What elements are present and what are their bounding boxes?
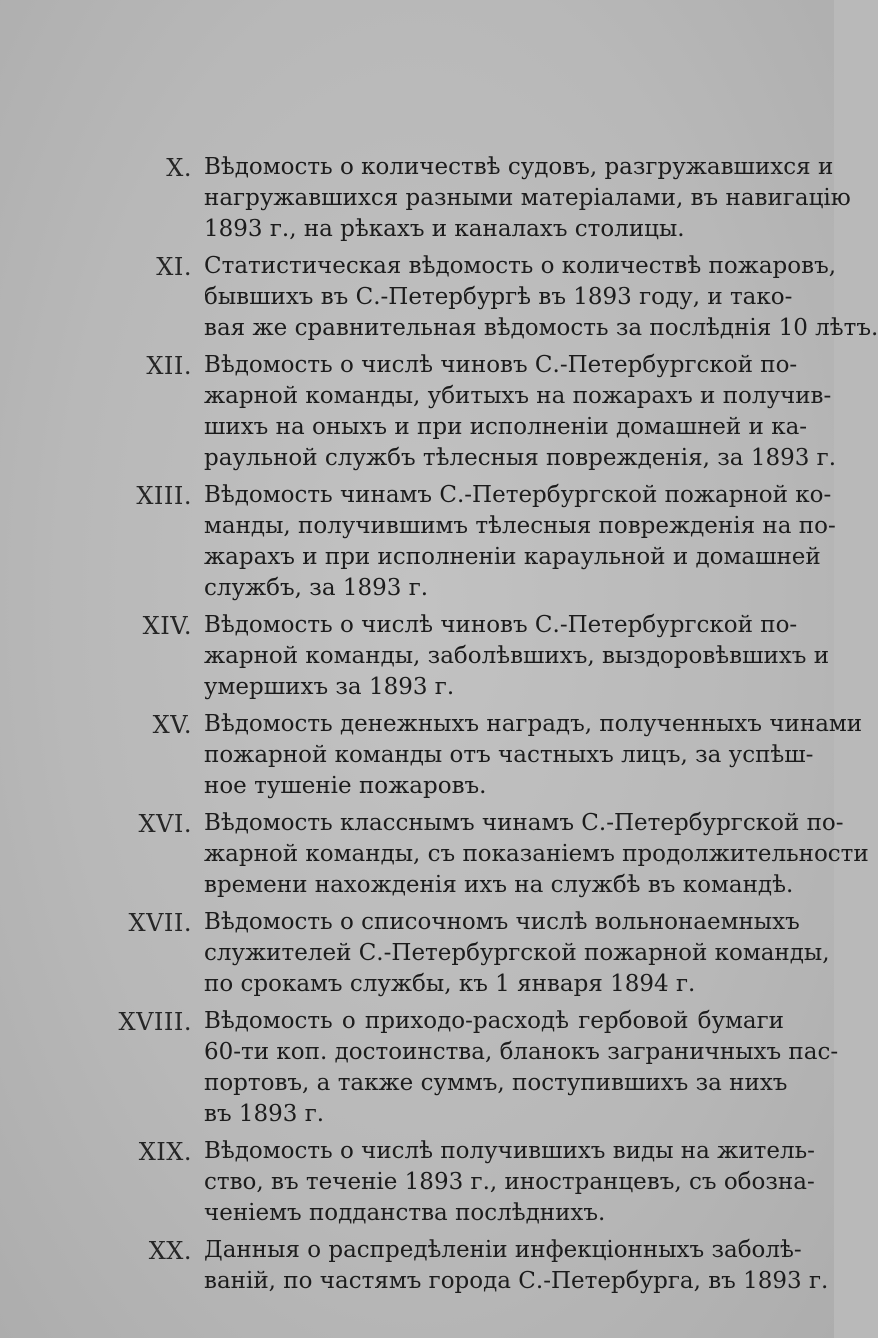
list-item bbox=[0, 251, 878, 344]
text-line: умершихъ за 1893 г. bbox=[204, 674, 455, 700]
entry-number: XV. bbox=[152, 711, 192, 739]
text-line: раульной службъ тѣлесныя поврежденія, за 1893 г. bbox=[204, 445, 837, 471]
entry-text bbox=[204, 709, 863, 802]
text-line: 60-ти коп. достоинства, бланокъ заграничныхъ пас- bbox=[204, 1039, 839, 1065]
text-line: по срокамъ службы, къ 1 января 1894 г. bbox=[204, 971, 696, 997]
list-item bbox=[0, 1006, 839, 1130]
text-line: времени нахожденія ихъ на службѣ въ командѣ. bbox=[204, 872, 794, 898]
text-line: Вѣдомость о приходо-расходѣ гербовой бумаги bbox=[204, 1008, 784, 1034]
text-line: Вѣдомость о числѣ чиновъ С.-Петербургской по- bbox=[204, 352, 798, 378]
text-line: жарной команды, убитыхъ на пожарахъ и получив- bbox=[204, 383, 832, 409]
entry-text bbox=[204, 152, 851, 245]
list-item bbox=[0, 709, 863, 802]
list-item bbox=[0, 1136, 834, 1229]
text-line: 1893 г., на рѣкахъ и каналахъ столицы. bbox=[204, 216, 685, 242]
entry-number: XVIII. bbox=[118, 1008, 192, 1036]
text-line: портовъ, а также суммъ, поступившихъ за нихъ bbox=[204, 1070, 788, 1096]
text-line: Вѣдомость о числѣ получившихъ виды на житель- bbox=[204, 1138, 815, 1164]
entry-text bbox=[204, 808, 869, 901]
text-line: ство, въ теченіе 1893 г., иностранцевъ, съ обозна- bbox=[204, 1169, 815, 1195]
entry-text bbox=[204, 350, 837, 474]
text-line: ченіемъ подданства послѣднихъ. bbox=[204, 1200, 606, 1226]
list-item bbox=[0, 1235, 834, 1297]
text-line: въ 1893 г. bbox=[204, 1101, 325, 1127]
list-item bbox=[0, 480, 834, 604]
entry-number: XVI. bbox=[138, 810, 192, 838]
text-line: служителей С.-Петербургской пожарной команды, bbox=[204, 940, 830, 966]
text-line: пожарной команды отъ частныхъ лицъ, за успѣш- bbox=[204, 742, 814, 768]
entry-text bbox=[204, 251, 878, 344]
text-line: жарахъ и при исполненіи караульной и домашней bbox=[204, 544, 821, 570]
text-line: Вѣдомость чинамъ С.-Петербургской пожарной ко- bbox=[204, 482, 832, 508]
entry-number: XI. bbox=[156, 253, 192, 281]
text-line: Вѣдомость о числѣ чиновъ С.-Петербургской по- bbox=[204, 612, 798, 638]
entry-number: XX. bbox=[148, 1237, 192, 1265]
text-line: Вѣдомость денежныхъ наградъ, полученныхъ чинами bbox=[204, 711, 863, 737]
text-line: бывшихъ въ С.-Петербургѣ въ 1893 году, и тако- bbox=[204, 284, 793, 310]
text-line: Статистическая вѣдомость о количествѣ пожаровъ, bbox=[204, 253, 837, 279]
text-line: Данныя о распредѣленіи инфекціонныхъ заболѣ- bbox=[204, 1237, 802, 1263]
entry-text bbox=[204, 1235, 829, 1297]
text-line: манды, получившимъ тѣлесныя поврежденія на по- bbox=[204, 513, 836, 539]
list-item bbox=[0, 152, 851, 245]
entry-number: XIII. bbox=[136, 482, 192, 510]
text-line: Вѣдомость класснымъ чинамъ С.-Петербургской по- bbox=[204, 810, 844, 836]
text-line: нагружавшихся разными матеріалами, въ навигацію bbox=[204, 185, 851, 211]
text-line: жарной команды, съ показаніемъ продолжительности bbox=[204, 841, 869, 867]
text-line: жарной команды, заболѣвшихъ, выздоровѣвшихъ и bbox=[204, 643, 830, 669]
entry-number: XIV. bbox=[142, 612, 192, 640]
entry-number: XVII. bbox=[128, 909, 192, 937]
text-line: Вѣдомость о списочномъ числѣ вольнонаемныхъ bbox=[204, 909, 800, 935]
text-line: шихъ на оныхъ и при исполненіи домашней и ка- bbox=[204, 414, 808, 440]
text-line: вая же сравнительная вѣдомость за послѣднія 10 лѣтъ. bbox=[204, 315, 878, 341]
list-item bbox=[0, 350, 837, 474]
entry-text bbox=[204, 610, 830, 703]
text-line: Вѣдомость о количествѣ судовъ, разгружавшихся и bbox=[204, 154, 834, 180]
entry-number: XIX. bbox=[138, 1138, 192, 1166]
entry-number: X. bbox=[166, 154, 192, 182]
list-item bbox=[0, 610, 834, 703]
entry-text bbox=[204, 907, 830, 1000]
text-line: ваній, по частямъ города С.-Петербурга, въ 1893 г. bbox=[204, 1268, 829, 1294]
entry-list bbox=[0, 152, 878, 1303]
list-item bbox=[0, 808, 869, 901]
list-item bbox=[0, 907, 834, 1000]
entry-text bbox=[204, 480, 836, 604]
text-line: службъ, за 1893 г. bbox=[204, 575, 429, 601]
text-line: ное тушеніе пожаровъ. bbox=[204, 773, 487, 799]
entry-text bbox=[204, 1006, 839, 1130]
entry-text bbox=[204, 1136, 815, 1229]
entry-number: XII. bbox=[146, 352, 192, 380]
